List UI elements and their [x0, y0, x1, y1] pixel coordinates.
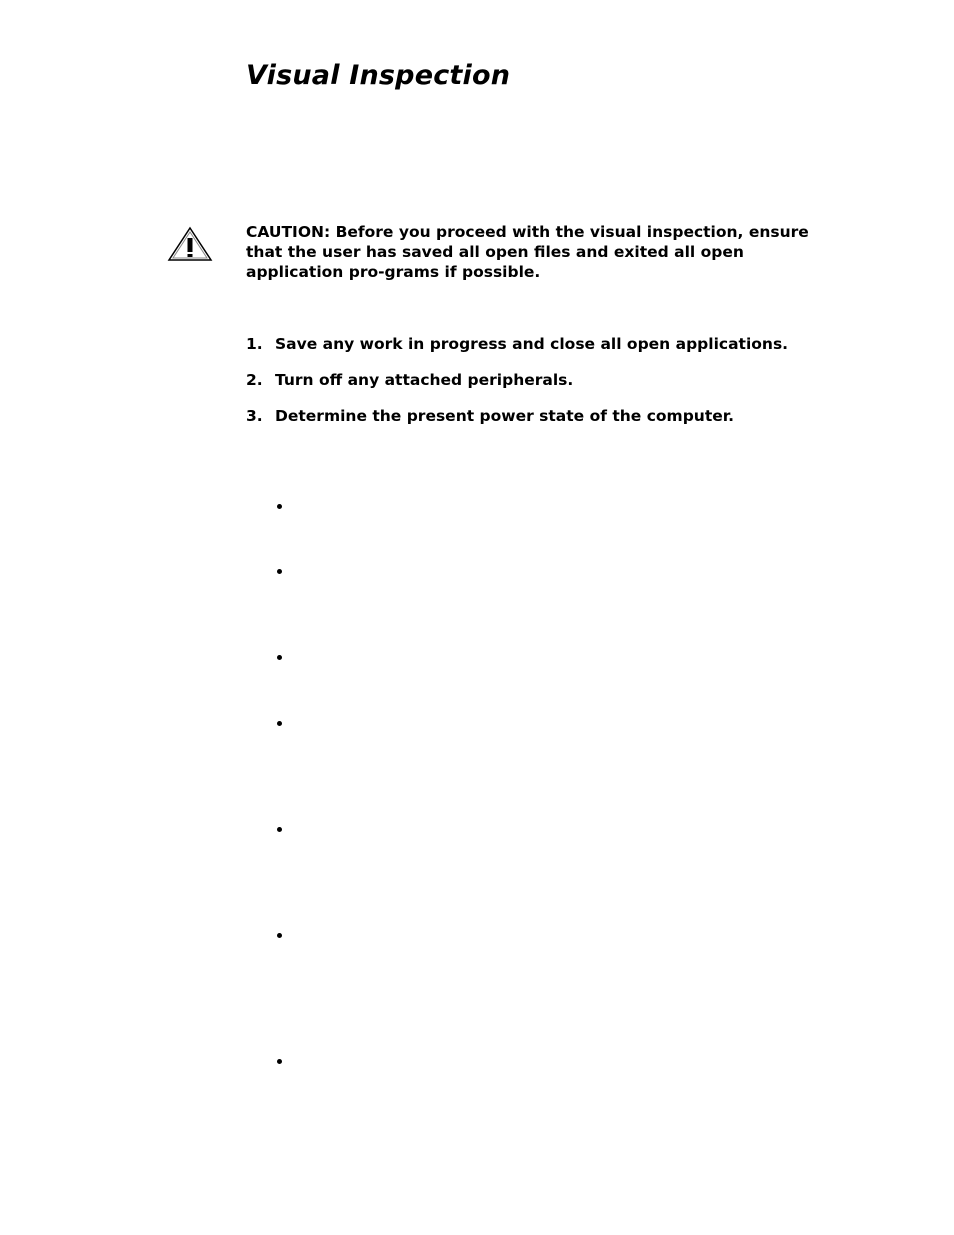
step-item [246, 406, 734, 426]
bullet-point [276, 654, 284, 662]
bullet-point [276, 826, 284, 834]
bullet-point [276, 1058, 284, 1066]
step-number: 2. [246, 371, 263, 389]
bullet-point [276, 503, 284, 511]
step-text: Determine the present power state of the computer. [275, 407, 735, 425]
caution-triangle-icon [167, 226, 213, 262]
caution-text: CAUTION: Before you proceed with the visual inspection, ensure that the user has saved all open files and exited all open application pro-grams if possible. [246, 223, 809, 281]
step-text: Save any work in progress and close all open applications. [275, 335, 789, 353]
step-item [246, 370, 573, 390]
bullet-point [276, 568, 284, 576]
step-number: 3. [246, 407, 263, 425]
bullet-point [276, 932, 284, 940]
step-text: Turn off any attached peripherals. [275, 371, 574, 389]
page-title: Visual Inspection [246, 60, 511, 91]
step-number: 1. [246, 335, 263, 353]
step-item [246, 334, 788, 354]
bullet-point [276, 720, 284, 728]
